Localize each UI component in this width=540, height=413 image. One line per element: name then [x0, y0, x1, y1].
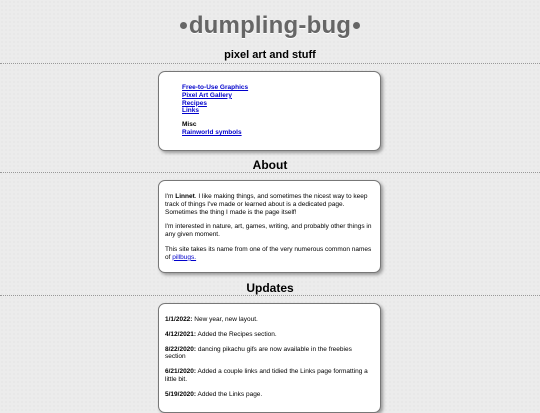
nav-card	[158, 71, 381, 151]
about-paragraph	[165, 246, 372, 262]
divider	[0, 172, 540, 173]
update-text: Added the Links page.	[196, 390, 263, 398]
author-name: Linnet	[175, 193, 195, 200]
about-paragraph: I'm interested in nature, art, games, writing, and probably other things in any given moment.	[165, 223, 372, 239]
update-entry	[165, 368, 372, 384]
update-date: 6/21/2020:	[165, 368, 197, 376]
update-text: New year, new layout.	[192, 316, 258, 323]
update-entry	[165, 346, 372, 362]
pillbugs-link[interactable]: pillbugs.	[172, 253, 197, 261]
misc-link-rainworld[interactable]: Rainworld symbols	[182, 128, 242, 136]
nav-list	[182, 84, 248, 137]
bullet-left-icon	[180, 22, 187, 29]
about-paragraph	[165, 193, 372, 216]
about-card	[158, 180, 381, 273]
divider	[0, 295, 540, 296]
update-entry	[165, 316, 372, 324]
nav-link-recipes[interactable]: Recipes	[182, 99, 207, 107]
updates-card	[158, 303, 381, 413]
update-entry	[165, 331, 372, 339]
about-heading: About	[252, 158, 288, 172]
misc-heading: Misc	[182, 121, 197, 129]
about-body	[165, 193, 372, 269]
nav-link-links[interactable]: Links	[182, 107, 199, 115]
nav-link-free-graphics[interactable]: Free-to-Use Graphics	[182, 84, 249, 91]
divider	[0, 63, 540, 64]
update-date: 8/22/2020:	[165, 345, 197, 353]
update-text: Added a couple links and tidied the Links page formatting a little bit.	[165, 368, 368, 383]
about-text: This site takes its name from one of the very numerous common names of	[165, 245, 372, 261]
about-text: . I like making things, and sometimes the nicest way to keep track of things I've made or learned about is a dedicated page. Sometimes the thing I made is the page itself!	[165, 193, 368, 216]
bullet-right-icon	[353, 22, 360, 29]
update-date: 4/12/2021:	[165, 330, 197, 338]
update-date: 1/1/2022:	[165, 316, 193, 323]
update-entry	[165, 391, 372, 399]
update-date: 5/19/2020:	[165, 390, 197, 398]
about-text: I'm	[165, 193, 176, 200]
updates-heading: Updates	[246, 281, 294, 295]
site-title-text: dumpling-bug	[188, 12, 352, 39]
nav-link-pixel-art-gallery[interactable]: Pixel Art Gallery	[182, 91, 232, 99]
site-subtitle: pixel art and stuff	[224, 49, 316, 61]
updates-list	[165, 316, 372, 406]
site-title	[0, 12, 540, 40]
update-text: dancing pikachu gifs are now available in the freebies section	[165, 345, 352, 361]
update-text: Added the Recipes section.	[196, 330, 277, 338]
